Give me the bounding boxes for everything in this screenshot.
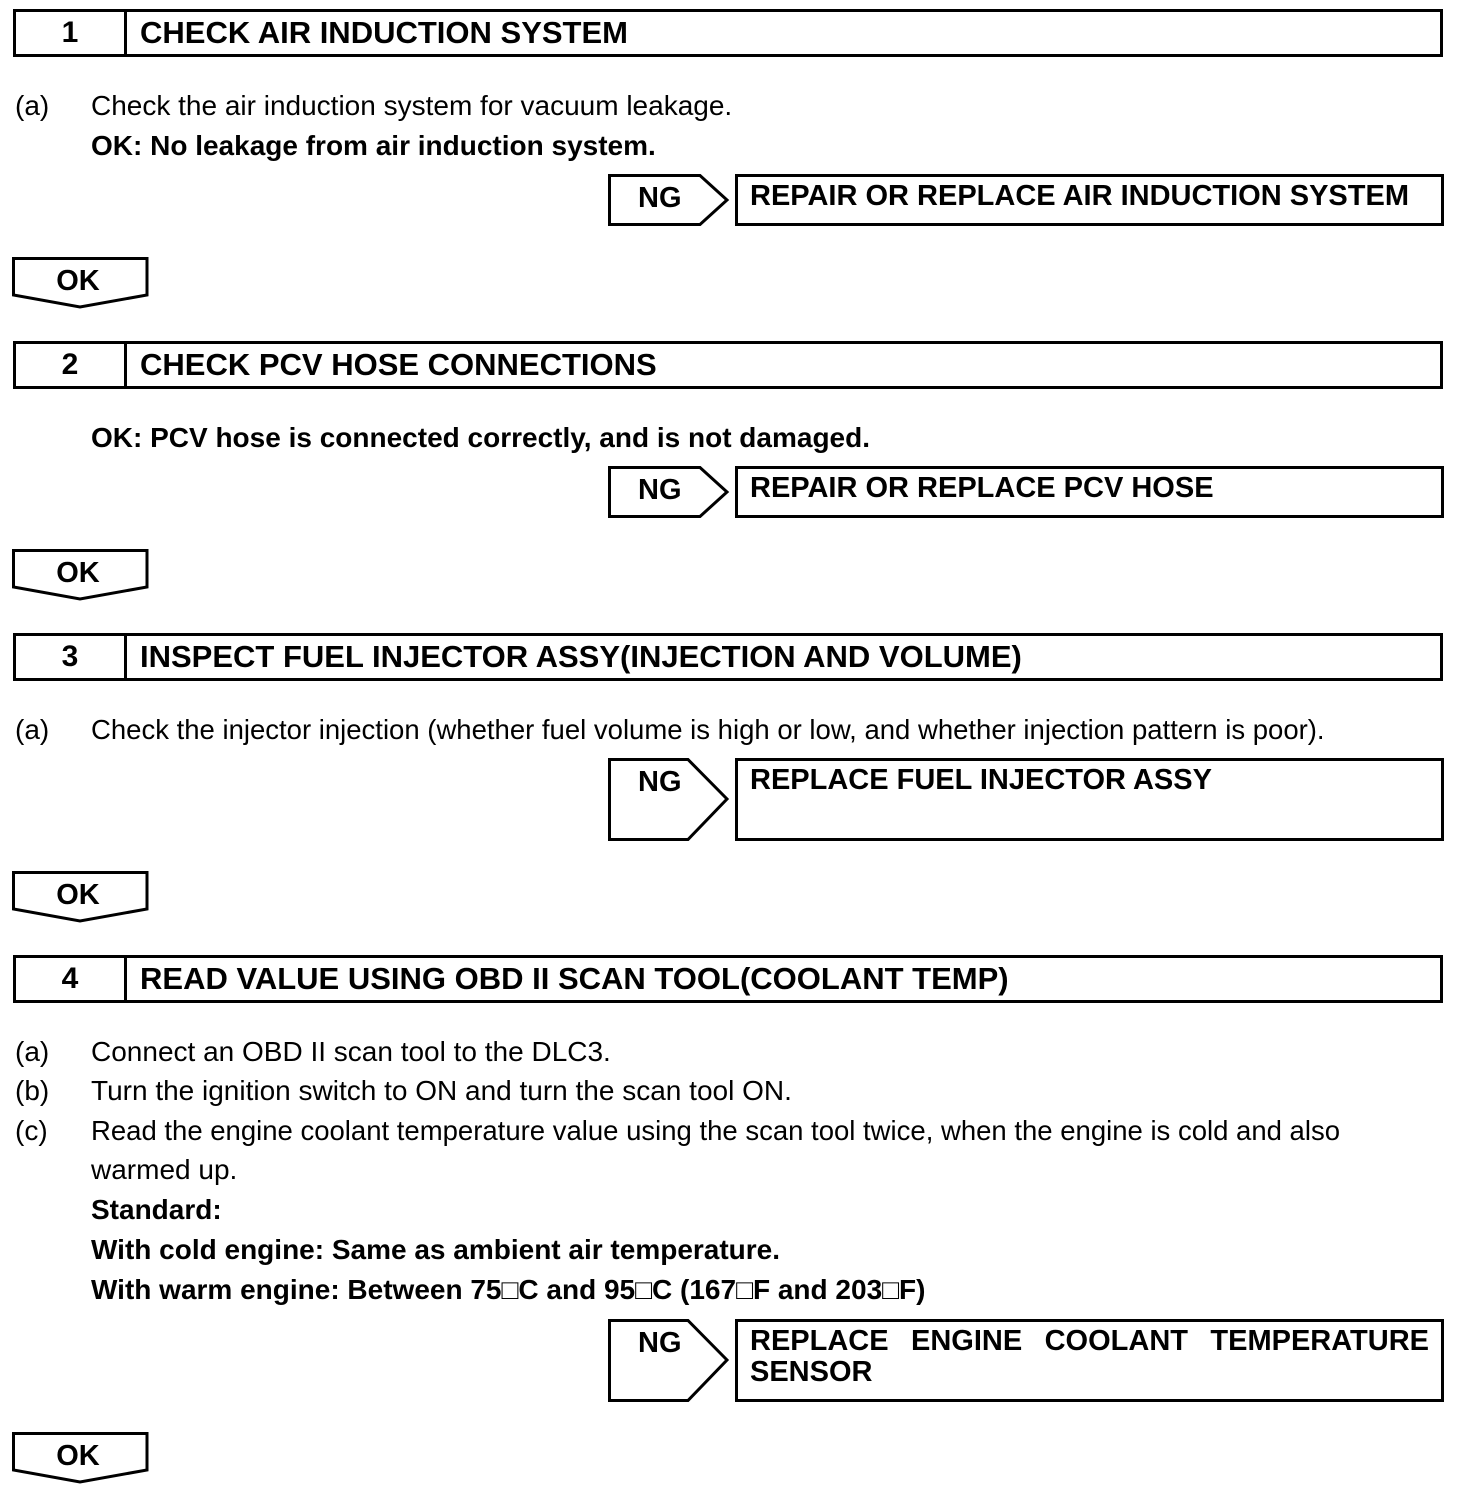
ok-branch-arrow	[12, 1432, 150, 1484]
step-number: 2	[16, 344, 127, 386]
ng-label: NG	[638, 766, 682, 798]
ng-label: NG	[638, 1327, 682, 1359]
ng-action-box: REPLACE ENGINE COOLANT TEMPERATURE SENSOR	[735, 1319, 1444, 1402]
list-marker: (b)	[15, 1075, 50, 1106]
standard-label: Standard:	[91, 1194, 222, 1225]
ng-action-box: REPAIR OR REPLACE AIR INDUCTION SYSTEM	[735, 174, 1444, 226]
ng-branch-arrow	[608, 174, 730, 226]
instruction-text: Check the air induction system for vacuum leakage.	[91, 90, 733, 121]
step-number: 4	[16, 958, 127, 1000]
ok-criteria: OK: PCV hose is connected correctly, and is not damaged.	[91, 422, 870, 453]
ok-branch-arrow	[12, 549, 150, 601]
ok-label: OK	[56, 557, 100, 589]
instruction-text: Connect an OBD II scan tool to the DLC3.	[91, 1036, 611, 1067]
ok-branch-arrow	[12, 871, 150, 923]
ng-branch-arrow	[608, 466, 730, 518]
ok-label: OK	[56, 879, 100, 911]
ok-criteria: OK: No leakage from air induction system.	[91, 130, 656, 161]
step-title: CHECK AIR INDUCTION SYSTEM	[140, 15, 628, 50]
step-1-header	[13, 9, 1443, 57]
list-marker: (a)	[15, 90, 50, 121]
list-marker: (a)	[15, 1036, 50, 1067]
step-title: INSPECT FUEL INJECTOR ASSY(INJECTION AND VOLUME)	[140, 639, 1022, 674]
ok-branch-arrow	[12, 257, 150, 309]
step-number: 1	[16, 12, 127, 54]
ng-branch-arrow	[608, 758, 730, 841]
ok-label: OK	[56, 265, 100, 297]
instruction-text: Check the injector injection (whether fuel volume is high or low, and whether injection pattern is poor).	[91, 714, 1325, 745]
step-2-header	[13, 341, 1443, 389]
step-title: READ VALUE USING OBD II SCAN TOOL(COOLANT TEMP)	[140, 961, 1009, 996]
ng-action-box: REPAIR OR REPLACE PCV HOSE	[735, 466, 1444, 518]
step-number: 3	[16, 636, 127, 678]
instruction-text-continued: warmed up.	[91, 1154, 238, 1185]
ng-label: NG	[638, 474, 682, 506]
list-marker: (c)	[15, 1115, 48, 1146]
ng-branch-arrow	[608, 1319, 730, 1402]
list-marker: (a)	[15, 714, 50, 745]
standard-cold-engine: With cold engine: Same as ambient air temperature.	[91, 1234, 781, 1265]
ng-action-box: REPLACE FUEL INJECTOR ASSY	[735, 758, 1444, 841]
step-title: CHECK PCV HOSE CONNECTIONS	[140, 347, 657, 382]
ok-label: OK	[56, 1440, 100, 1472]
standard-warm-engine: With warm engine: Between 75□C and 95□C (167□F and 203□F)	[91, 1274, 926, 1305]
step-3-header	[13, 633, 1443, 681]
instruction-text: Turn the ignition switch to ON and turn the scan tool ON.	[91, 1075, 792, 1106]
step-4-header	[13, 955, 1443, 1003]
instruction-text: Read the engine coolant temperature value using the scan tool twice, when the engine is cold and also	[91, 1115, 1341, 1146]
ng-label: NG	[638, 182, 682, 214]
